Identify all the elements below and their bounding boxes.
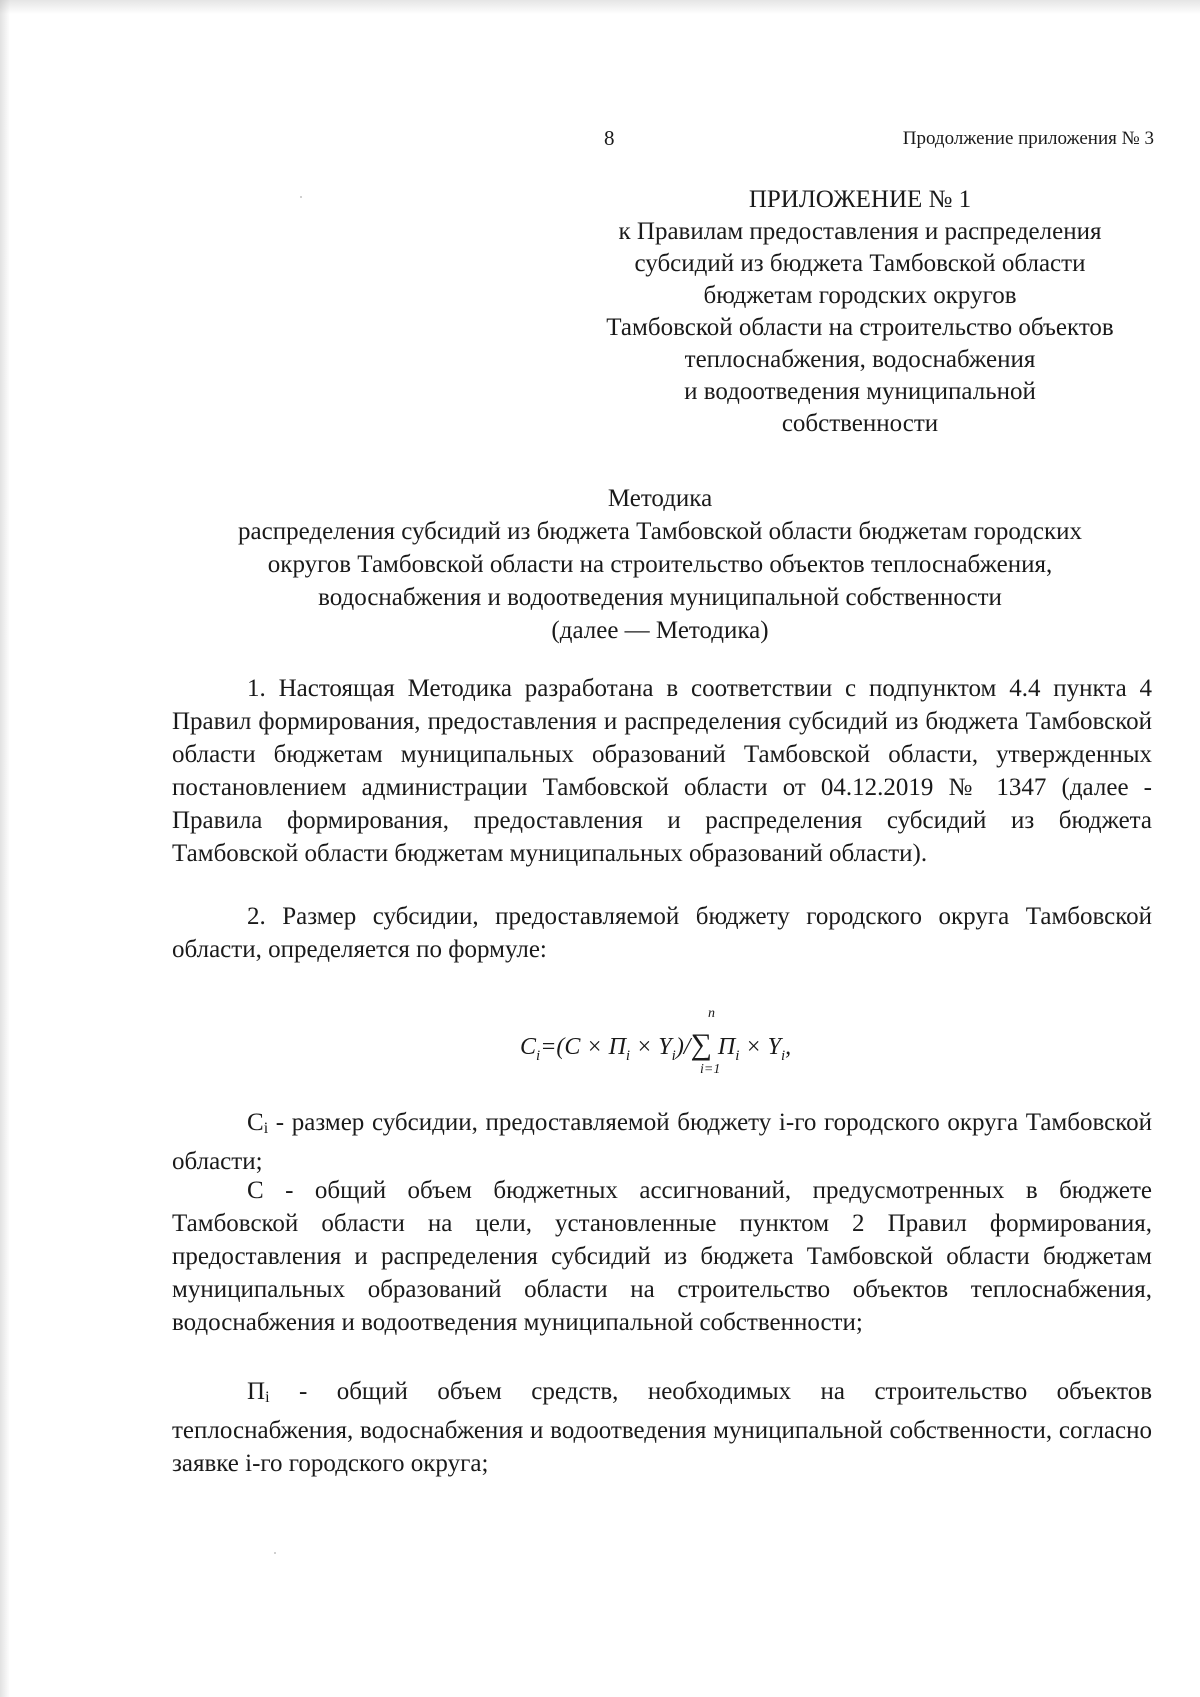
page-number: 8 (604, 126, 615, 150)
formula-sub: i (735, 1047, 740, 1064)
definition-text: - общий объем средств, необходимых на строительство объектов теплоснабжения, водоснабжения и водоотведения муниципальной собственности, согласно заявке i-го городского округа; (172, 1378, 1152, 1477)
formula-sub: i (780, 1047, 786, 1064)
sum-symbol: ∑ (690, 1028, 712, 1061)
definition-c: С - общий объем бюджетных ассигнований, предусмотренных в бюджете Тамбовской области на цели, установленные пунктом 2 Правил формирования, предоставления и распределения субсидий из бюджета Тамбовской области бюджетам муниципальных образований области на строительство объектов теплоснабжения, водоснабжения и водоотведения муниципальной собственности; (172, 1177, 1152, 1336)
definition-ci (172, 1106, 1152, 1178)
scan-speck (300, 196, 302, 198)
annex-title: ПРИЛОЖЕНИЕ № 1 (748, 186, 972, 213)
annex-line: собственности (781, 410, 939, 437)
annex-line: бюджетам городских округов (703, 282, 1017, 309)
formula-sub: i (625, 1047, 631, 1064)
method-title: Методика (607, 485, 713, 512)
continuation-note: Продолжение приложения № 3 (902, 128, 1154, 149)
method-subtitle-line: водоснабжения и водоотведения муниципальной собственности (318, 584, 1002, 611)
definition-text: - размер субсидии, предоставляемой бюджету i-го городского округа Тамбовской области; (172, 1109, 1152, 1175)
paragraph-1: 1. Настоящая Методика разработана в соответствии с подпунктом 4.4 пункта 4 Правил формирования, предоставления и распределения субсидий из бюджета Тамбовской области бюджетам муниципальных образований Тамбовской области, утвержденных постановлением администрации Тамбовской области от 04.12.2019 № 1347 (далее - Правила формирования, предоставления и распределения субсидий из бюджета Тамбовской области бюджетам муниципальных образований области). (172, 675, 1152, 867)
paragraph-2: 2. Размер субсидии, предоставляемой бюджету городского округа Тамбовской области, определяется по формуле: (172, 903, 1152, 963)
formula-term: × Y (739, 1034, 781, 1060)
formula-divider: )/ (675, 1034, 691, 1060)
definition-pi (172, 1375, 1152, 1480)
annex-line: теплоснабжения, водоснабжения (684, 346, 1036, 373)
formula-equals: = (540, 1034, 557, 1060)
formula-sub: i (671, 1047, 676, 1064)
subsidy-formula (520, 1004, 840, 1084)
definition-symbol-sub: i (263, 1120, 269, 1137)
definition-symbol: П (247, 1378, 266, 1405)
sum-upper-limit: n (708, 1006, 715, 1021)
annex-block (560, 184, 1160, 440)
formula-lhs: C (520, 1034, 537, 1060)
method-subtitle-line: округов Тамбовской области на строительство объектов теплоснабжения, (267, 551, 1053, 578)
formula-lhs-sub: i (536, 1047, 541, 1064)
formula-term: × Y (630, 1034, 672, 1060)
definition-symbol-sub: i (265, 1389, 270, 1406)
method-subtitle-line: (далее — Методика) (551, 617, 769, 644)
annex-line: Тамбовской области на строительство объектов (606, 314, 1114, 341)
formula-numerator: (C × П (556, 1034, 626, 1060)
formula-comma: , (785, 1034, 792, 1060)
scan-edge-left (0, 0, 10, 1697)
scan-edge-top (0, 0, 1200, 14)
sum-lower-limit: i=1 (700, 1062, 721, 1077)
method-subtitle-line: распределения субсидий из бюджета Тамбовской области бюджетам городских (238, 518, 1082, 545)
formula-term: П (711, 1034, 736, 1060)
annex-line: и водоотведения муниципальной (684, 378, 1036, 405)
definition-symbol: C (247, 1109, 264, 1136)
method-title-block (150, 482, 1170, 647)
annex-line: субсидий из бюджета Тамбовской области (634, 250, 1086, 277)
annex-line: к Правилам предоставления и распределения (618, 218, 1102, 245)
scan-speck (274, 1552, 276, 1554)
formula-expression (520, 1028, 791, 1065)
